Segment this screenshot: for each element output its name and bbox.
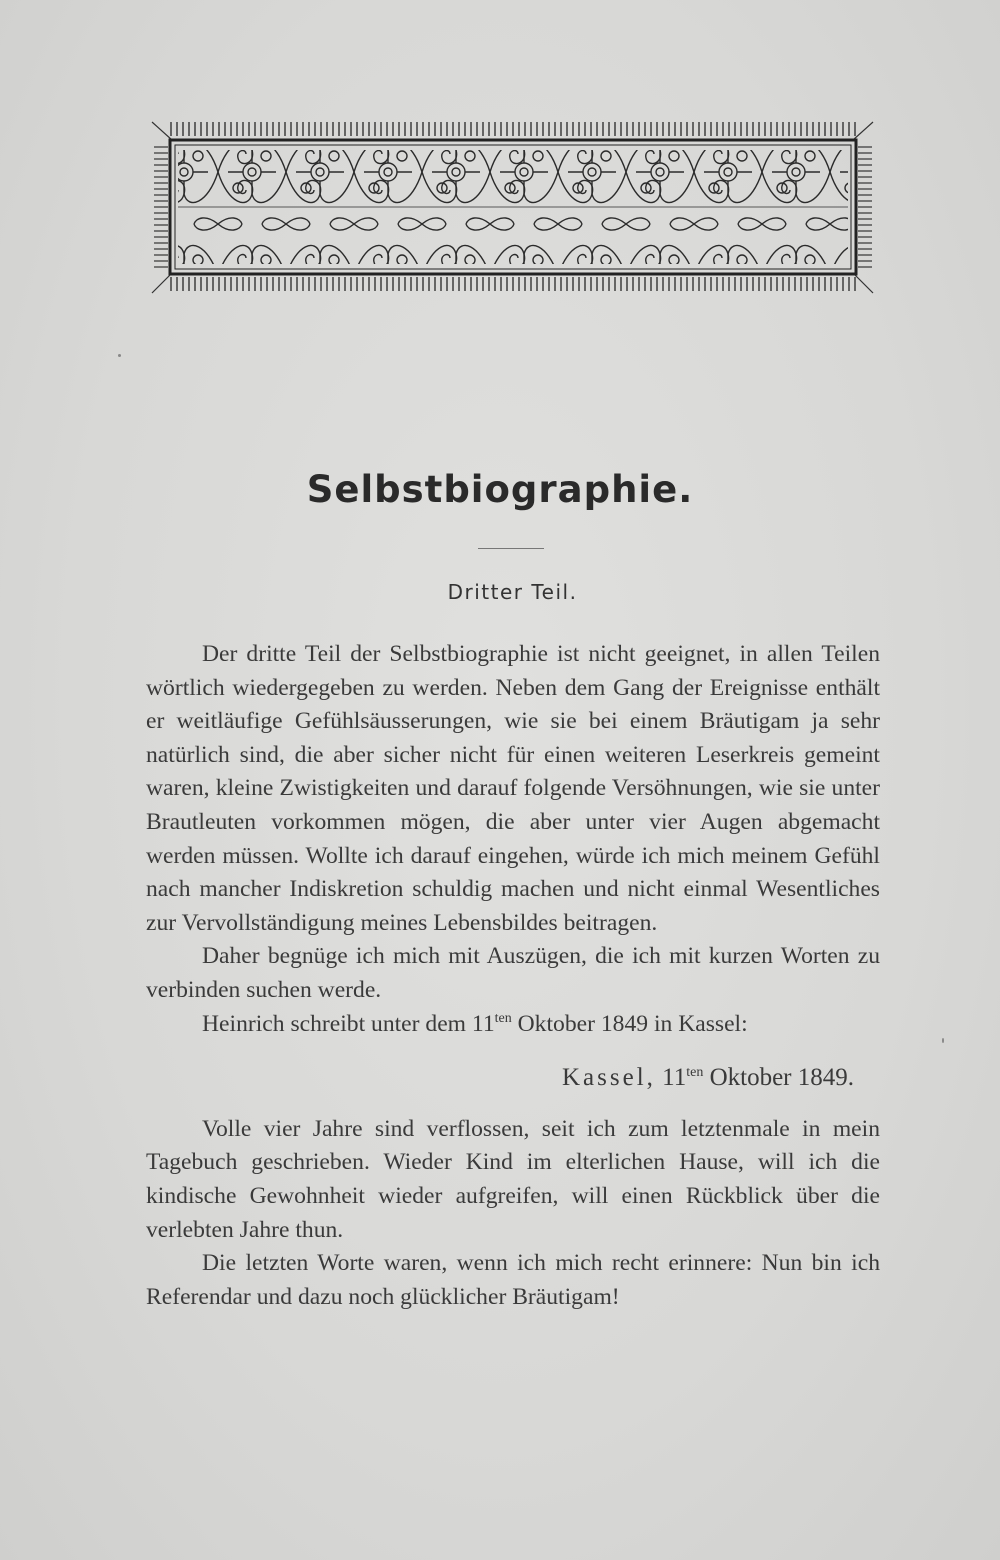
- ordinal-superscript: ten: [494, 1010, 512, 1026]
- dateline-rest: Oktober 1849.: [703, 1064, 854, 1092]
- chapter-title: Selbstbiographie.: [306, 468, 694, 511]
- diary-paragraph: Die letzten Worte waren, wenn ich mich recht erinnere: Nun bin ich Referendar und dazu noch glücklicher Bräutigam!: [146, 1250, 880, 1310]
- diary-paragraph: Volle vier Jahre sind verflossen, seit ich zum letztenmale in mein Tagebuch geschrieben. Wieder Kind im elterlichen Hause, will ich die kindische Gewohnheit wieder aufgreifen, will einen Rückblick über die verlebten Jahre thun.: [146, 1115, 880, 1243]
- dateline-day: 11: [655, 1064, 687, 1092]
- part-subtitle: Dritter Teil.: [447, 580, 578, 604]
- dateline-place: Kassel,: [561, 1064, 656, 1092]
- ordinal-superscript: ten: [686, 1065, 704, 1081]
- intro-text-before: Heinrich schreibt unter dem 11: [202, 1010, 495, 1037]
- title-divider: [478, 548, 544, 549]
- decorative-header-ornament: [150, 120, 875, 295]
- paper-speck: [942, 1038, 944, 1043]
- intro-paragraph: [146, 1008, 880, 1042]
- intro-text-after: Oktober 1849 in Kassel:: [511, 1010, 748, 1037]
- body-text: [146, 638, 880, 1314]
- paper-speck: [118, 354, 121, 357]
- paragraph: Daher begnüge ich mich mit Auszügen, die ich mit kurzen Worten zu verbinden suchen werde.: [146, 943, 880, 1003]
- paragraph: Der dritte Teil der Selbstbiographie ist nicht geeignet, in allen Teilen wörtlich wiedergegeben zu werden. Neben dem Gang der Ereignisse enthält er weitläufige Gefühlsäusserungen, wie sie bei einem Bräutigam ja sehr natürlich sind, die aber sicher nicht für einen weiteren Leserkreis gemeint waren, kleine Zwistigkeiten und darauf folgende Versöhnungen, wie sie unter Brautleuten vorkommen mögen, die aber unter vier Augen abgemacht werden müssen. Wollte ich darauf eingehen, würde ich mich meinem Gefühl nach mancher Indiskretion schuldig machen und nicht einmal Wesentliches zur Vervollständigung meines Lebensbildes beitragen.: [146, 641, 880, 936]
- diary-dateline: [146, 1061, 880, 1095]
